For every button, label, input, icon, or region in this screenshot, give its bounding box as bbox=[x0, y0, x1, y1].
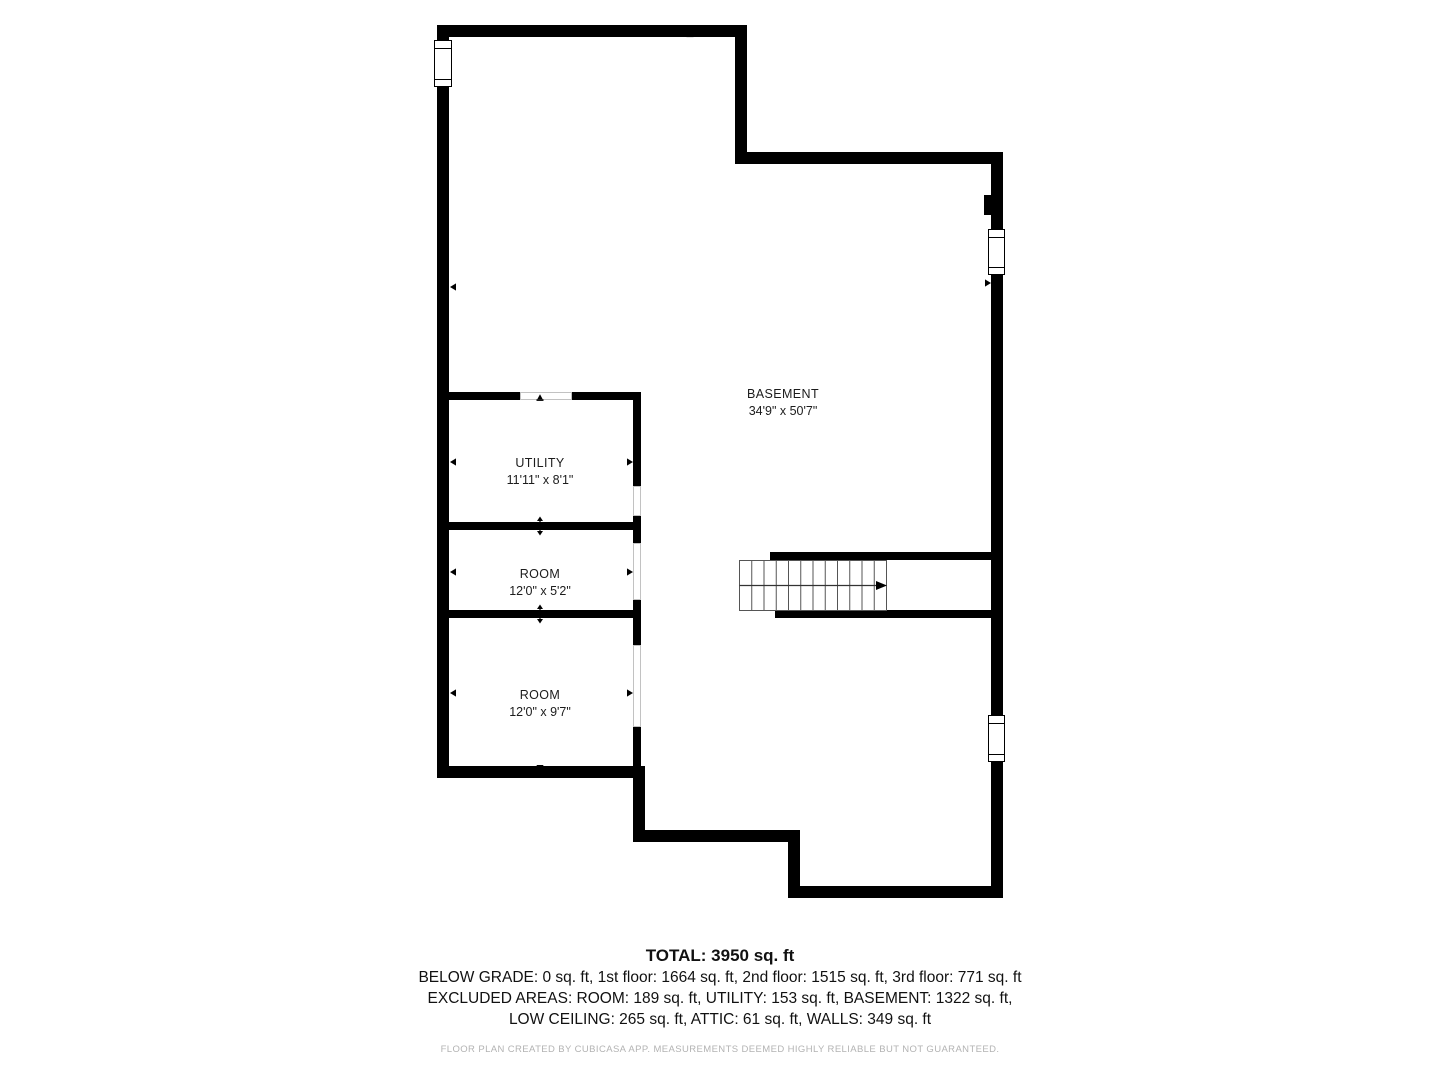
room-name: ROOM bbox=[519, 567, 561, 581]
room-dimensions: 11'11" x 8'1" bbox=[506, 473, 574, 487]
window-icon bbox=[989, 716, 1005, 762]
room-label-room-1 bbox=[509, 567, 571, 598]
door-openings bbox=[521, 393, 641, 727]
room-label-room-2 bbox=[509, 688, 571, 719]
room-label-basement bbox=[747, 387, 819, 418]
room-name: ROOM bbox=[519, 688, 561, 702]
room-label-utility bbox=[507, 456, 574, 487]
opening-marker-icon bbox=[450, 458, 456, 465]
windows bbox=[435, 41, 1005, 762]
window-icon bbox=[435, 41, 452, 87]
room-dimensions: 34'9" x 50'7" bbox=[748, 404, 818, 418]
low-ceiling-text: LOW CEILING: 265 sq. ft, ATTIC: 61 sq. ft, WALLS: 349 sq. ft bbox=[508, 1011, 932, 1028]
room-name: BASEMENT bbox=[747, 387, 819, 401]
disclaimer-text: FLOOR PLAN CREATED BY CUBICASA APP. MEASUREMENTS DEEMED HIGHLY RELIABLE BUT NOT GUARANTEED. bbox=[440, 1044, 1000, 1055]
opening-marker-icon bbox=[450, 283, 456, 290]
floors-area-text: BELOW GRADE: 0 sq. ft, 1st floor: 1664 sq. ft, 2nd floor: 1515 sq. ft, 3rd floor: 771 sq. ft bbox=[418, 969, 1022, 986]
total-area-text: TOTAL: 3950 sq. ft bbox=[645, 946, 795, 965]
opening-marker-icon bbox=[450, 568, 456, 575]
opening-marker-icon bbox=[450, 689, 456, 696]
stairs bbox=[740, 561, 888, 611]
opening-marker-icon bbox=[627, 689, 633, 696]
opening-marker-icon bbox=[985, 279, 991, 286]
window-icon bbox=[989, 230, 1005, 275]
room-name: UTILITY bbox=[515, 456, 565, 470]
opening-marker-icon bbox=[627, 568, 633, 575]
room-dimensions: 12'0" x 5'2" bbox=[509, 584, 571, 598]
room-dimensions: 12'0" x 9'7" bbox=[509, 705, 571, 719]
excluded-areas-text: EXCLUDED AREAS: ROOM: 189 sq. ft, UTILITY: 153 sq. ft, BASEMENT: 1322 sq. ft, bbox=[427, 990, 1013, 1007]
opening-marker-icon bbox=[627, 458, 633, 465]
